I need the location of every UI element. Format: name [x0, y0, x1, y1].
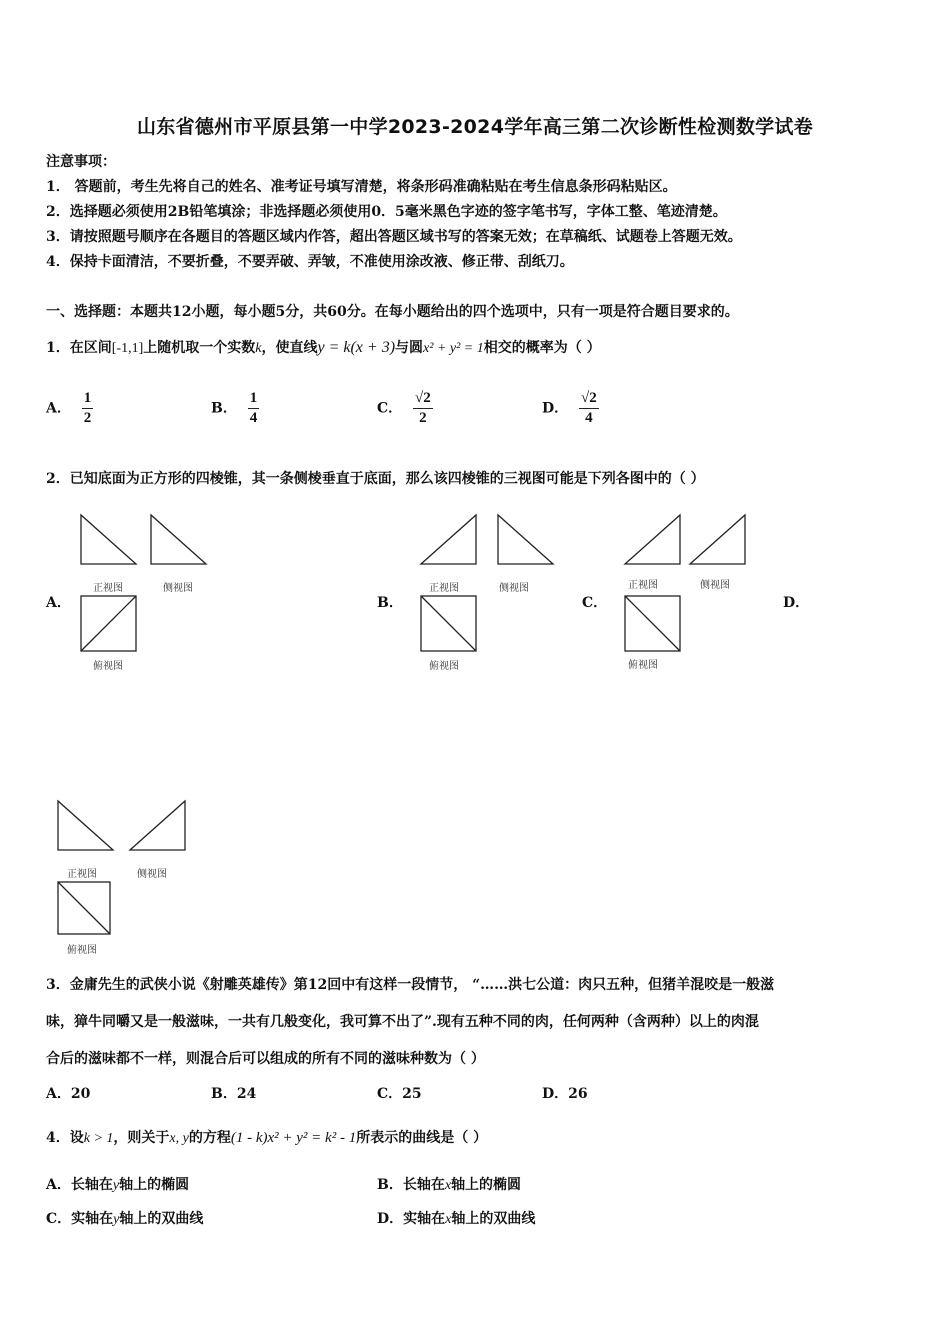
front-view-caption: 正视图 — [628, 580, 658, 591]
side-view-caption: 侧视图 — [700, 580, 730, 591]
option-c[interactable]: C．实轴在y轴上的双曲线 — [46, 1211, 204, 1227]
option-a[interactable]: A． — [46, 595, 71, 611]
option-a[interactable]: A．20 — [46, 1086, 91, 1102]
notice-item: 2．选择题必须使用2B铅笔填涂；非选择题必须使用0．5毫米黑色字迹的签字笔书写，字体工整、笔迹清楚。 — [46, 204, 727, 220]
option-c[interactable]: C．25 — [377, 1086, 422, 1102]
curve-equation: (1 - k)x² + y² = k² - 1 — [230, 1130, 357, 1146]
question-3-line: 味，獐牛同嚼又是一般滋味，一共有几般变化，我可算不出了”.现有五种不同的肉，任何两种（含两种）以上的肉混 — [46, 1014, 759, 1030]
variable-k: k — [255, 341, 262, 356]
option-d[interactable]: D． — [783, 595, 810, 611]
question-3-line: 合后的滋味都不一样，则混合后可以组成的所有不同的滋味种数为（ ） — [46, 1051, 485, 1067]
question-1: 1．在区间[-1,1]上随机取一个实数k，使直线y = k(x + 3)与圆x² + y² = 1相交的概率为（ ） — [46, 339, 601, 356]
top-view-caption: 俯视图 — [429, 661, 459, 672]
side-view-caption: 侧视图 — [163, 583, 193, 594]
option-c[interactable]: C． — [582, 595, 608, 611]
option-b[interactable]: B．24 — [211, 1086, 257, 1102]
section-heading: 一、选择题：本题共12小题，每小题5分，共60分。在每小题给出的四个选项中，只有一项是符合题目要求的。 — [46, 304, 739, 320]
front-view-caption: 正视图 — [67, 869, 97, 880]
question-4: 4．设k > 1，则关于x, y的方程(1 - k)x² + y² = k² - 1所表示的曲线是（ ） — [46, 1130, 488, 1146]
notice-item: 3．请按照题号顺序在各题目的答题区域内作答，超出答题区域书写的答案无效；在草稿纸、试题卷上答题无效。 — [46, 229, 742, 245]
option-b[interactable]: B． $\frac{1}{4}$ — [211, 390, 258, 426]
circle-equation: x² + y² = 1 — [423, 341, 484, 356]
option-b[interactable]: B． — [377, 595, 403, 611]
front-view-caption: 正视图 — [429, 583, 459, 594]
notice-item: 1． 答题前，考生先将自己的姓名、准考证号填写清楚，将条形码准确粘贴在考生信息条形码粘贴区。 — [46, 179, 677, 195]
top-view-caption: 俯视图 — [67, 945, 97, 956]
option-d[interactable]: D． $\frac{√2}{4}$ — [542, 390, 597, 426]
notice-item: 4．保持卡面清洁，不要折叠，不要弄破、弄皱，不准使用涂改液、修正带、刮纸刀。 — [46, 254, 574, 270]
question-3-line: 3．金庸先生的武侠小说《射雕英雄传》第12回中有这样一段情节， “……洪七公道：肉只五种，但猪羊混咬是一般滋 — [46, 977, 775, 993]
page-title: 山东省德州市平原县第一中学2023-2024学年高三第二次诊断性检测数学试卷 — [136, 116, 814, 138]
side-view-caption: 侧视图 — [137, 869, 167, 880]
option-d[interactable]: D．26 — [542, 1086, 588, 1102]
side-view-caption: 侧视图 — [499, 583, 529, 594]
three-view-figure-c — [622, 512, 752, 672]
top-view-caption: 俯视图 — [628, 660, 658, 671]
front-view-caption: 正视图 — [93, 583, 123, 594]
condition-expression: k > 1 — [83, 1131, 114, 1146]
option-b[interactable]: B．长轴在x轴上的椭圆 — [377, 1177, 522, 1193]
line-equation: y = k(x + 3) — [317, 339, 396, 356]
top-view-caption: 俯视图 — [93, 661, 123, 672]
question-2: 2．已知底面为正方形的四棱锥，其一条侧棱垂直于底面，那么该四棱锥的三视图可能是下列各图中的（ ） — [46, 471, 705, 487]
variables-expression: x, y — [169, 1131, 189, 1146]
option-c[interactable]: C． $\frac{√2}{2}$ — [377, 390, 431, 426]
option-a[interactable]: A．长轴在y轴上的椭圆 — [46, 1177, 190, 1193]
option-d[interactable]: D．实轴在x轴上的双曲线 — [377, 1211, 536, 1227]
notice-heading: 注意事项： — [46, 154, 116, 170]
option-a[interactable]: A． $\frac{1}{2}$ — [46, 390, 92, 426]
interval-expression: [-1,1] — [111, 341, 144, 356]
